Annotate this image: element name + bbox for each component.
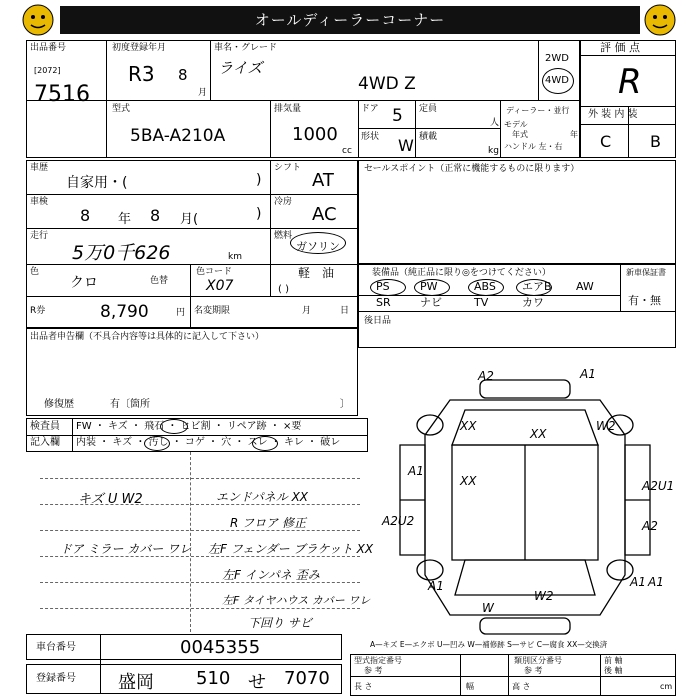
footer-width: 幅 xyxy=(466,682,474,691)
rearseat-block xyxy=(358,312,676,348)
equipment-item: PW xyxy=(420,280,438,293)
equipment-item: SR xyxy=(376,296,391,309)
footer-ref: 参 考 xyxy=(364,666,383,675)
check-label-1: 検査員 xyxy=(30,421,60,432)
plate-label: 登録番号 xyxy=(36,673,76,684)
vehicle-name: ライズ xyxy=(218,59,263,77)
recycle-unit: 円 xyxy=(176,308,186,318)
equipment-circle xyxy=(516,279,552,296)
damage-mark: A2 xyxy=(478,369,494,383)
damage-mark: A1 xyxy=(630,575,646,589)
damage-mark: XX xyxy=(460,474,477,488)
equipment-item: ナビ xyxy=(420,296,442,309)
mileage-unit: km xyxy=(228,252,242,262)
repair-value: 有〔箇所 xyxy=(110,399,150,410)
color-code-label: 色コード xyxy=(196,267,233,277)
hand-right-4: 左F インパネ 歪み xyxy=(222,568,320,582)
drive-2wd: 2WD xyxy=(545,53,569,64)
color-label: 色 xyxy=(30,267,40,277)
load-label: 積載 xyxy=(419,132,438,142)
fuel-gasoline-circle xyxy=(290,232,346,254)
repair-label: 修復歴 xyxy=(44,399,74,410)
model-value: 5BA-A210A xyxy=(130,126,226,146)
equipment-circle xyxy=(370,279,406,296)
dealer-year-unit: 年 xyxy=(570,130,578,139)
doors-value: 5 xyxy=(392,106,403,126)
registration-label: 初度登録年月 xyxy=(112,43,167,53)
equipment-circle xyxy=(414,279,450,296)
equipment-circle xyxy=(468,279,504,296)
recycle-value: 8,790 xyxy=(100,302,149,322)
damage-mark: XX xyxy=(530,427,547,441)
fuel-gasoline: ガソリン xyxy=(296,240,340,253)
fuel-diesel: 軽 油 xyxy=(298,266,335,280)
damage-mark: W2 xyxy=(596,419,616,433)
hand-right-2: R フロア 修正 xyxy=(230,516,306,530)
shift-value: AT xyxy=(312,170,334,191)
header-title: オールディーラーコーナー xyxy=(60,6,640,34)
footer-rear: 後 軸 xyxy=(604,666,623,675)
registration-year: R3 xyxy=(128,62,155,86)
equipment-item: ABS xyxy=(474,280,496,293)
check-flying-stone-circle xyxy=(160,419,188,434)
inspection-year: 8 xyxy=(80,206,91,225)
lot-label: 出品番号 xyxy=(30,43,67,53)
plate-number: 7070 xyxy=(284,668,330,689)
hand-right-6: 下回り サビ xyxy=(248,616,312,630)
score-ext-int-label: 外 装 内 装 xyxy=(588,109,638,120)
namechange-day: 日 xyxy=(340,306,350,316)
displacement-value: 1000 xyxy=(292,124,338,145)
recycle-label: R券 xyxy=(30,306,46,316)
displacement-label: 排気量 xyxy=(274,104,302,114)
sales-block xyxy=(358,160,676,264)
load-unit: kg xyxy=(488,146,499,156)
ac-value: AC xyxy=(312,204,337,225)
dealer-handle: ハンドル 左・右 xyxy=(504,142,563,151)
repair-close: 〕 xyxy=(340,399,350,410)
plate-region: 盛岡 xyxy=(118,672,154,693)
model-label: 型式 xyxy=(112,104,131,114)
damage-mark: A1 xyxy=(648,575,664,589)
hand-left-2: ドア ミラー カバー ワレ xyxy=(60,542,192,556)
vehicle-grade: 4WD Z xyxy=(358,74,416,94)
score-value: R xyxy=(618,62,642,102)
fuel-paren: ( ) xyxy=(278,284,289,295)
namechange-label: 名変期限 xyxy=(194,306,231,316)
score-exterior: C xyxy=(600,132,612,151)
damage-mark: W xyxy=(482,601,494,615)
color-value: クロ xyxy=(70,275,98,291)
damage-mark: XX xyxy=(460,419,477,433)
capacity-unit: 人 xyxy=(490,118,500,128)
footer-height: 高 さ xyxy=(512,682,531,691)
equipment-item: PS xyxy=(376,280,390,293)
check-stain-circle xyxy=(144,436,170,451)
check-label-2: 記入欄 xyxy=(30,437,60,448)
hand-left-1: キズ U W2 xyxy=(78,492,143,507)
inspection-year-unit: 年 xyxy=(118,212,132,227)
equipment-item: AW xyxy=(576,280,594,293)
damage-mark: A1 xyxy=(408,464,424,478)
check-scuff-circle xyxy=(252,436,278,451)
equipment-item: エアB xyxy=(522,280,552,293)
damage-mark: A2U1 xyxy=(642,479,675,493)
history-label: 車歴 xyxy=(30,163,49,173)
guarantee-value: 有・無 xyxy=(628,294,661,307)
rearseat-label: 後日品 xyxy=(364,316,392,326)
shape-value: W xyxy=(398,136,414,155)
mileage-value: 5万0千626 xyxy=(72,242,171,264)
equipment-item: TV xyxy=(474,296,489,309)
hand-right-1: エンドパネル XX xyxy=(216,490,309,504)
displacement-unit: cc xyxy=(342,146,352,156)
dealer-model-year: 年式 xyxy=(512,130,528,139)
chassis-label: 車台番号 xyxy=(36,642,76,653)
lot-session: [2072] xyxy=(34,66,61,75)
capacity-label: 定員 xyxy=(419,104,438,114)
dealer-label: ディーラー・並行 xyxy=(506,106,570,115)
lot-number: 7516 xyxy=(34,82,90,107)
footer-length: 長 さ xyxy=(354,682,373,691)
inspection-month-unit: 月( xyxy=(180,212,199,227)
history-value: 自家用・( xyxy=(66,175,128,191)
color-change-label: 色替 xyxy=(150,276,169,286)
history-close: ) xyxy=(256,172,262,188)
plate-class: 510 xyxy=(196,668,231,689)
car-diagram xyxy=(370,350,680,640)
inspection-close: ) xyxy=(256,206,262,222)
footer-cm: cm xyxy=(660,682,673,691)
sales-label: セールスポイント（正常に機能するものに限ります） xyxy=(364,164,580,174)
dealer-model-label: モデル xyxy=(504,120,528,129)
damage-mark: W2 xyxy=(534,589,554,603)
dashed-line xyxy=(40,478,360,479)
damage-mark: A2U2 xyxy=(382,514,415,528)
guarantee-label: 新車保証書 xyxy=(626,268,666,277)
equipment-item: カワ xyxy=(522,296,544,309)
namechange-month: 月 xyxy=(302,306,312,316)
score-label: 評 価 点 xyxy=(600,41,640,54)
doors-label: ドア xyxy=(361,104,379,114)
shape-label: 形状 xyxy=(361,132,380,142)
inspection-label: 車検 xyxy=(30,197,49,207)
drive-4wd: 4WD xyxy=(545,75,569,86)
dashed-line xyxy=(40,530,360,531)
dashed-line xyxy=(40,608,360,609)
fuel-label: 燃料 xyxy=(274,231,293,241)
mascot-right-icon xyxy=(640,2,680,38)
shift-label: シフト xyxy=(274,163,302,173)
footer-class-code: 類別区分番号 xyxy=(514,656,562,665)
mileage-label: 走行 xyxy=(30,231,49,241)
inspection-month: 8 xyxy=(150,206,161,225)
score-interior: B xyxy=(650,132,661,151)
registration-month: 8 xyxy=(178,66,188,84)
ac-label: 冷房 xyxy=(274,197,293,207)
chassis-value: 0045355 xyxy=(180,637,261,658)
equipment-label: 装備品（純正品に限り◎をつけてください） xyxy=(372,268,551,278)
hand-right-5: 左F タイヤハウス カバー ワレ xyxy=(222,594,371,607)
hand-right-3: 左F フェンダー ブラケット XX xyxy=(208,542,374,556)
vehicle-name-label: 車名・グレード xyxy=(214,43,278,53)
mascot-left-icon xyxy=(18,2,58,38)
damage-mark: A1 xyxy=(428,579,444,593)
damage-mark: A2 xyxy=(642,519,658,533)
registration-month-unit: 月 xyxy=(198,88,208,98)
check-row-2: 内装 ・ キズ ・ 汚し ・ コゲ ・ 穴 ・ スレ ・ キレ ・ 破レ xyxy=(76,437,341,448)
check-row-1: FW ・ キズ ・ 飛石 ・ ヒビ割 ・ リペア跡 ・ ×要 xyxy=(76,421,302,432)
plate-kana: せ xyxy=(248,672,266,693)
notes-label: 出品者申告欄（不具合内容等は具体的に記入して下さい） xyxy=(30,332,265,342)
legend: A—キズ E—エクボ U—凹み W—補修跡 S—サビ C—腐食 XX—交換済 xyxy=(370,640,608,649)
color-code-value: X07 xyxy=(206,278,234,294)
footer-model-code: 型式指定番号 xyxy=(354,656,402,665)
footer-ref2: 参 考 xyxy=(524,666,543,675)
damage-mark: A1 xyxy=(580,367,596,381)
footer-front: 前 軸 xyxy=(604,656,623,665)
